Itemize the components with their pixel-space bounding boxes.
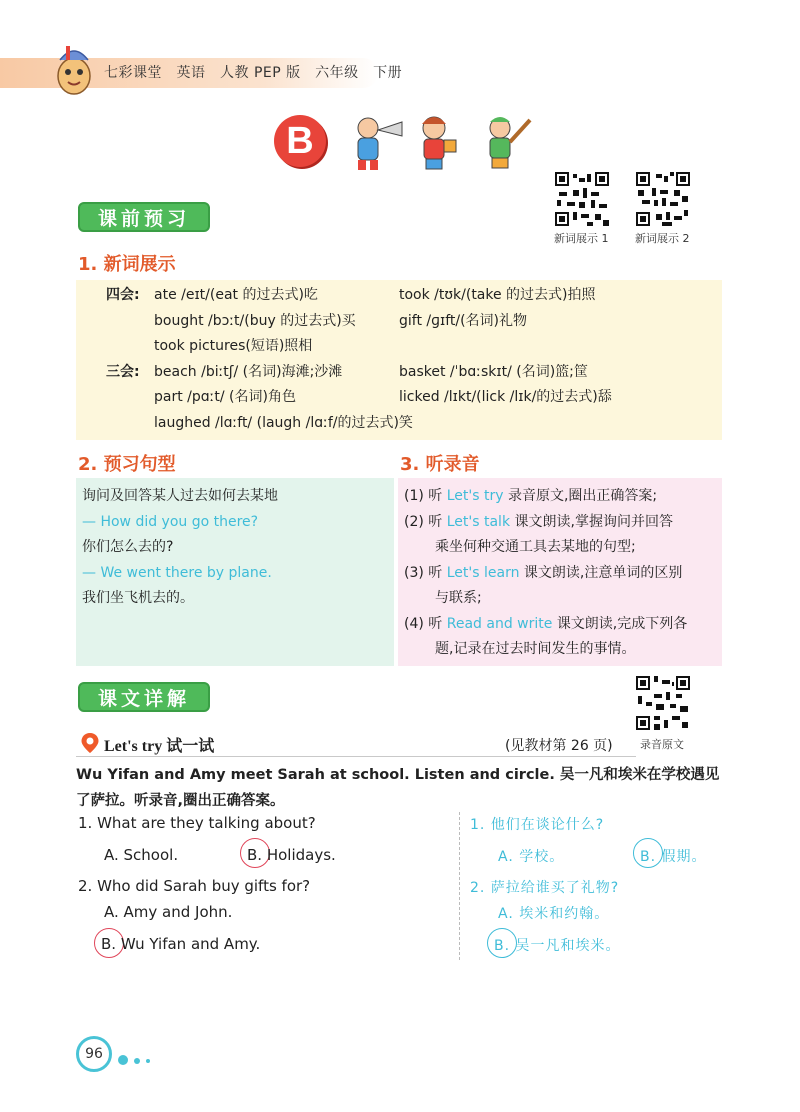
listen-instruction: Wu Yifan and Amy meet Sarah at school. Listen and circle. 吴一凡和埃米在学校遇见了萨拉。听录音,圈出正确答案。 [76, 767, 720, 809]
pattern-question-en: — How did you go there? [82, 513, 259, 530]
translation-2: 2. 萨拉给谁买了礼物? [470, 880, 620, 896]
vocab-item: took pictures(短语)照相 [154, 338, 313, 354]
qr-caption-2: 新词展示 2 [635, 232, 690, 245]
pattern-title: 2. 预习句型 [78, 454, 176, 475]
qr-code-icon[interactable] [636, 676, 690, 730]
pattern-intro: 询问及回答某人过去如何去某地 [82, 488, 278, 504]
location-pin-icon [80, 732, 100, 754]
vocab-item: bought /bɔːt/(buy 的过去式)买 [154, 312, 356, 329]
translation-1: 1. 他们在谈论什么? [470, 817, 605, 833]
vocab-item: took /tʊk/(take 的过去式)拍照 [399, 287, 596, 303]
q2-option-b: B. Wu Yifan and Amy. [101, 935, 261, 953]
mascot-icon [42, 40, 106, 100]
lesson-section-tag: 课文详解 [78, 682, 210, 712]
translation-1-b: B. 假期。 [640, 849, 707, 865]
vocab-title: 1. 新词展示 [78, 254, 176, 275]
vocab-item: part /pɑːt/ (名词)角色 [154, 389, 296, 405]
listen-item-4-cont: 题,记录在过去时间发生的事情。 [435, 641, 636, 657]
translation-2-b: B. 吴一凡和埃米。 [494, 938, 621, 954]
qr-code-icon[interactable] [636, 172, 690, 226]
qr-caption-3: 录音原文 [640, 738, 684, 751]
q2-option-a: A. Amy and John. [104, 903, 233, 921]
translation-2-a: A. 埃米和约翰。 [498, 906, 610, 922]
listen-item-3-cont: 与联系; [435, 590, 482, 606]
listen-item-2: (2) 听 Let's talk 课文朗读,掌握询问并回答 [404, 513, 673, 530]
vocab-item: ate /eɪt/(eat 的过去式)吃 [154, 287, 318, 303]
q1-option-b: B. Holidays. [247, 846, 336, 864]
pattern-answer-en: — We went there by plane. [82, 564, 272, 581]
q1-option-a: A. School. [104, 846, 179, 864]
pattern-question-cn: 你们怎么去的? [82, 539, 174, 555]
pattern-answer-cn: 我们坐飞机去的。 [82, 590, 194, 606]
listen-item-4: (4) 听 Read and write 课文朗读,完成下列各 [404, 615, 688, 632]
translation-1-a: A. 学校。 [498, 849, 565, 865]
three-label: 三会: [106, 363, 140, 380]
vocab-item: basket /ˈbɑːskɪt/ (名词)篮;筐 [399, 363, 588, 380]
question-2: 2. Who did Sarah buy gifts for? [78, 877, 311, 895]
decor-dot [134, 1058, 140, 1064]
listen-item-3: (3) 听 Let's learn 课文朗读,注意单词的区别 [404, 564, 683, 581]
question-1: 1. What are they talking about? [78, 814, 316, 832]
listen-item-2-cont: 乘坐何种交通工具去某地的句型; [435, 539, 636, 555]
lets-try-title: Let's try 试一试 [104, 738, 215, 755]
vocab-item: gift /ɡɪft/(名词)礼物 [399, 312, 528, 329]
cartoon-kids-illustration [340, 112, 540, 172]
textbook-page-ref: (见教材第 26 页) [505, 738, 613, 754]
four-label: 四会: [106, 287, 140, 303]
section-b-badge: B [274, 115, 326, 167]
title-underline [76, 756, 636, 757]
vocab-item: laughed /lɑːft/ (laugh /lɑːf/的过去式)笑 [154, 414, 413, 431]
translation-divider [459, 812, 460, 960]
decor-dot [118, 1055, 128, 1065]
vocab-item: beach /biːtʃ/ (名词)海滩;沙滩 [154, 363, 343, 380]
qr-caption-1: 新词展示 1 [554, 232, 609, 245]
vocab-item: licked /lɪkt/(lick /lɪk/的过去式)舔 [399, 389, 612, 405]
decor-dot [146, 1059, 150, 1063]
page-number: 96 [76, 1036, 112, 1072]
header-title: 七彩课堂 英语 人教 PEP 版 六年级 下册 [104, 65, 403, 81]
listen-title: 3. 听录音 [400, 454, 480, 475]
qr-code-icon[interactable] [555, 172, 609, 226]
preview-section-tag: 课前预习 [78, 202, 210, 232]
listen-item-1: (1) 听 Let's try 录音原文,圈出正确答案; [404, 488, 658, 504]
